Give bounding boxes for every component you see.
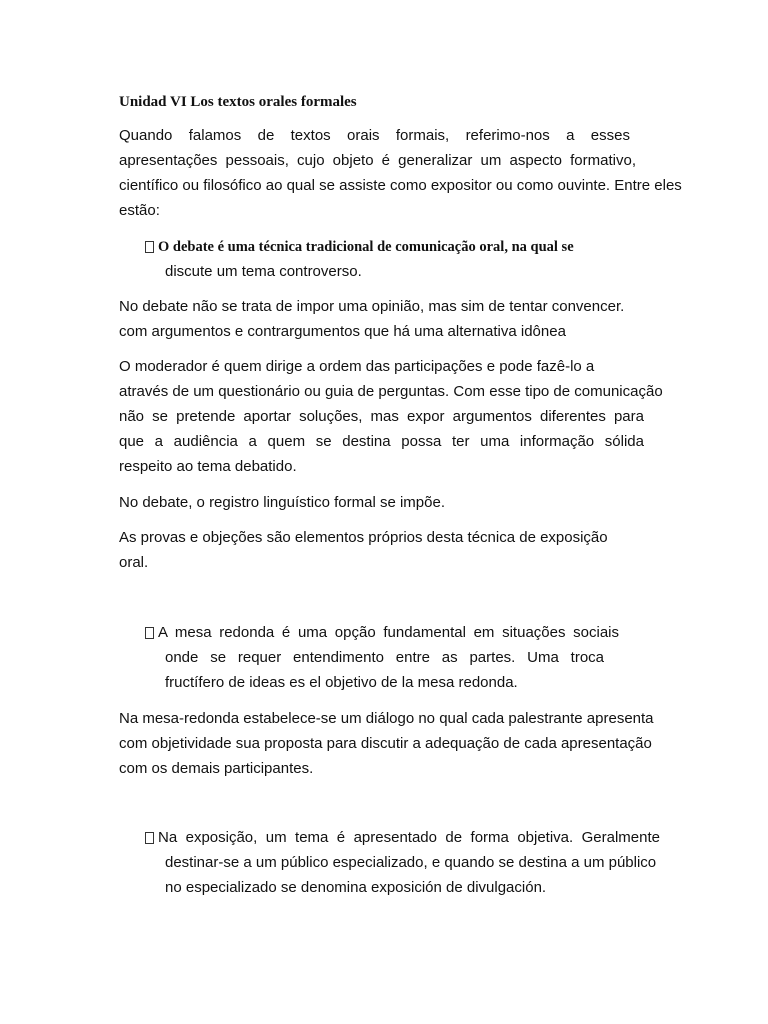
expo-bullet-line-2: destinar-se a um público especializado, e quando se destina a um público xyxy=(165,854,657,871)
mesa-p1-line-1: Na mesa-redonda estabelece-se um diálogo no qual cada palestrante apresenta xyxy=(119,710,654,727)
debate-p4-line-2: oral. xyxy=(119,554,149,571)
mesa-p1-line-3: com os demais participantes. xyxy=(119,760,314,777)
debate-p2-line-2: através de um questionário ou guia de perguntas. Com esse tipo de comunicação xyxy=(119,383,663,400)
expo-bullet-line-1: Na exposição, um tema é apresentado de forma objetiva. Geralmente xyxy=(158,829,660,846)
mesa-bullet-line-1: A mesa redonda é uma opção fundamental em situações sociais xyxy=(158,624,619,641)
bullet-placeholder-icon xyxy=(145,832,154,844)
debate-bullet-line-1: O debate é uma técnica tradicional de comunicação oral, na qual se xyxy=(158,239,574,255)
debate-p3: No debate, o registro linguístico formal se impõe. xyxy=(119,494,445,511)
expo-bullet-line-3: no especializado se denomina exposición de divulgación. xyxy=(165,879,547,896)
debate-p1-line-2: com argumentos e contrargumentos que há uma alternativa idônea xyxy=(119,323,566,340)
debate-p2-line-4: que a audiência a quem se destina possa ter uma informação sólida xyxy=(119,433,644,450)
document-heading: Unidad VI Los textos orales formales xyxy=(119,94,357,110)
mesa-bullet-line-3: fructífero de ideas es el objetivo de la mesa redonda. xyxy=(165,674,518,691)
debate-p1-line-1: No debate não se trata de impor uma opinião, mas sim de tentar convencer. xyxy=(119,298,625,315)
bullet-placeholder-icon xyxy=(145,241,154,253)
debate-bullet-line-2: discute um tema controverso. xyxy=(165,263,362,280)
debate-p2-line-1: O moderador é quem dirige a ordem das participações e pode fazê-lo a xyxy=(119,358,595,375)
debate-p2-line-5: respeito ao tema debatido. xyxy=(119,458,297,475)
intro-line-1: Quando falamos de textos orais formais, referimo-nos a esses xyxy=(119,127,630,144)
intro-line-3: científico ou filosófico ao qual se assiste como expositor ou como ouvinte. Entre eles xyxy=(119,177,682,194)
mesa-p1-line-2: com objetividade sua proposta para discutir a adequação de cada apresentação xyxy=(119,735,652,752)
debate-p2-line-3: não se pretende aportar soluções, mas expor argumentos diferentes para xyxy=(119,408,644,425)
intro-line-4: estão: xyxy=(119,202,160,219)
mesa-bullet-line-2: onde se requer entendimento entre as partes. Uma troca xyxy=(165,649,604,666)
debate-p4-line-1: As provas e objeções são elementos próprios desta técnica de exposição xyxy=(119,529,608,546)
intro-line-2: apresentações pessoais, cujo objeto é generalizar um aspecto formativo, xyxy=(119,152,636,169)
bullet-placeholder-icon xyxy=(145,627,154,639)
